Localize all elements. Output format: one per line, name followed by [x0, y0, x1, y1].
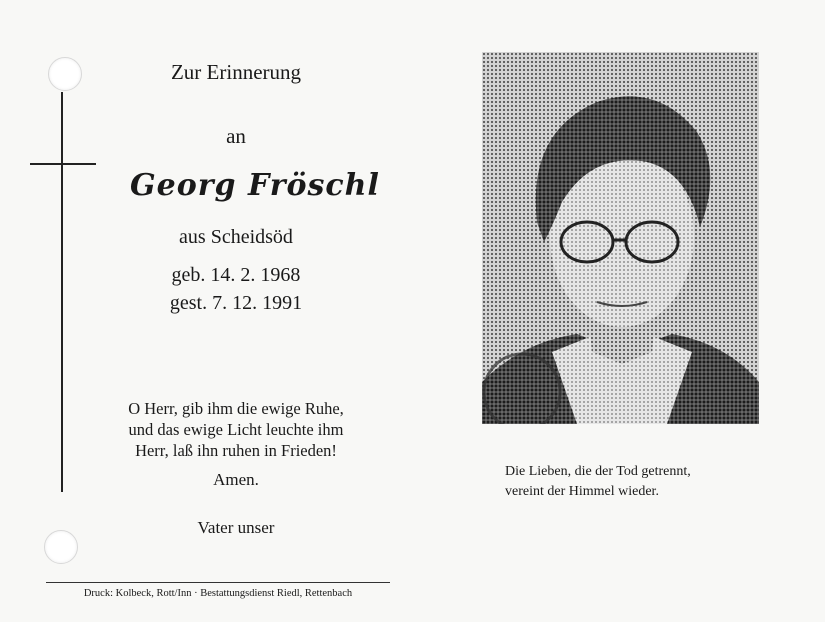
preposition: an: [226, 124, 246, 148]
portrait-photo: [482, 52, 759, 424]
quote-line: Die Lieben, die der Tod getrennt,: [505, 464, 691, 479]
death-date: gest. 7. 12. 1991: [169, 292, 303, 314]
cross-icon-vertical: [61, 92, 63, 492]
prayer: [125, 398, 347, 461]
vater-unser: Vater unser: [197, 518, 275, 537]
punch-hole-top: [48, 57, 82, 91]
quote-line: vereint der Himmel wieder.: [505, 484, 659, 499]
prayer-line: und das ewige Licht leuchte ihm: [128, 420, 344, 439]
amen: Amen.: [213, 470, 259, 489]
prayer-line: Herr, laß ihn ruhen in Frieden!: [135, 441, 337, 460]
prayer-line: O Herr, gib ihm die ewige Ruhe,: [128, 399, 344, 418]
origin: aus Scheidsöd: [179, 226, 293, 248]
heading: Zur Erinnerung: [170, 60, 302, 84]
deceased-name: Georg Fröschl: [130, 168, 380, 203]
printer-note: Druck: Kolbeck, Rott/Inn · Bestattungsdienst Riedl, Rettenbach: [83, 588, 353, 599]
quote: [505, 462, 765, 502]
cross-icon-horizontal: [30, 163, 96, 165]
footer-rule: [46, 582, 390, 583]
birth-date: geb. 14. 2. 1968: [171, 264, 301, 286]
punch-hole-bottom: [44, 530, 78, 564]
